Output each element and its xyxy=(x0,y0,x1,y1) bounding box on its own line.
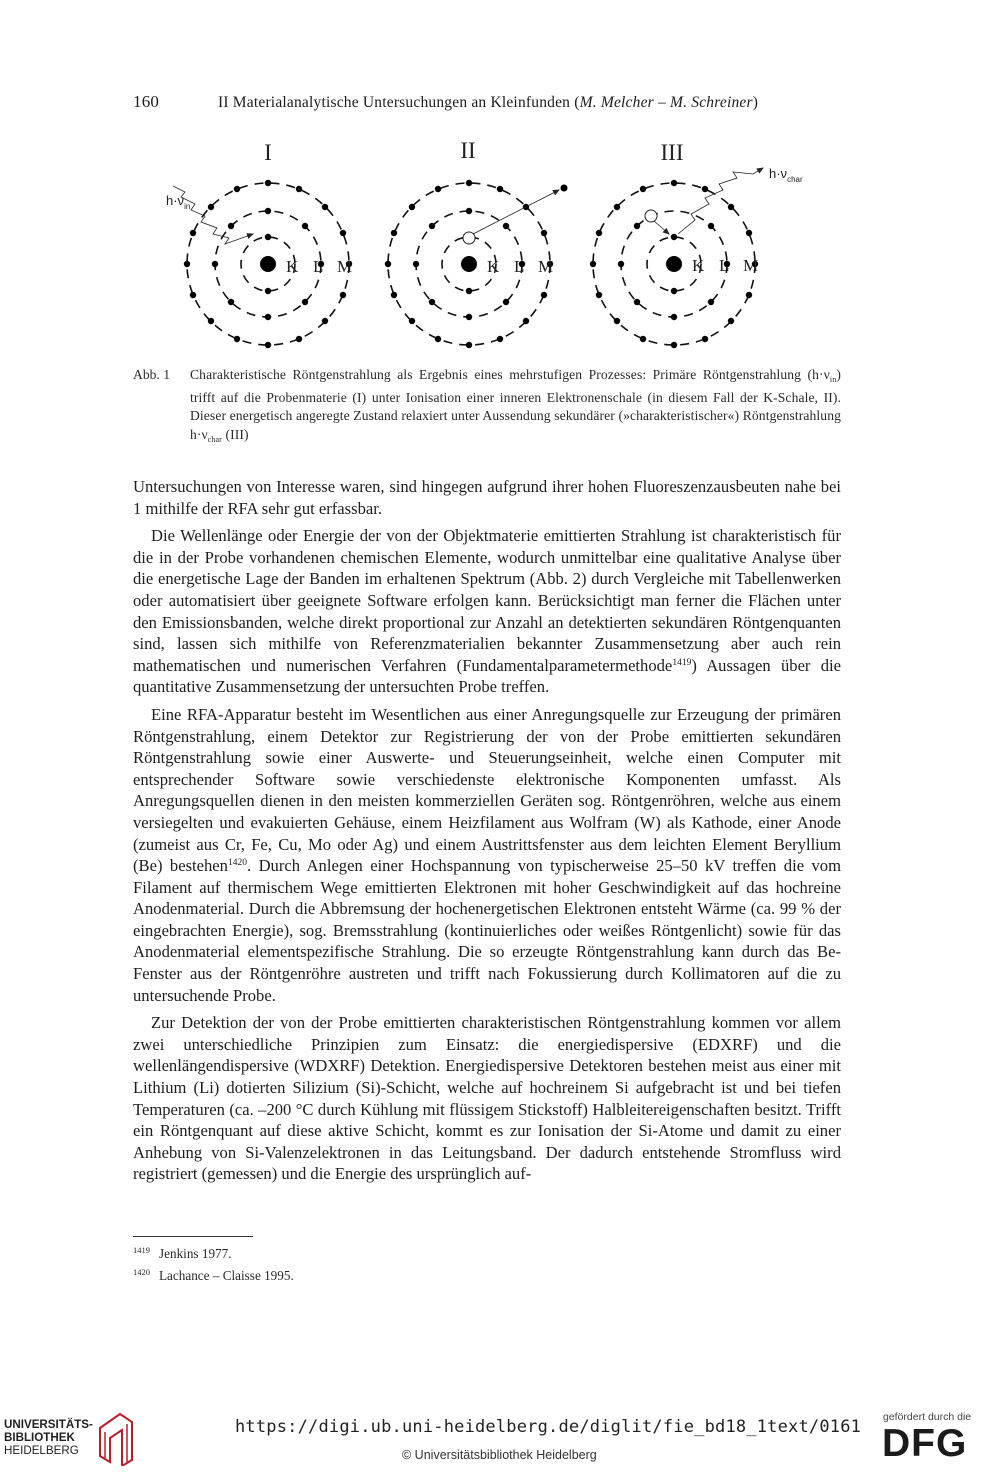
panel-label-3: III xyxy=(660,140,684,165)
atom-shell-figure xyxy=(133,130,863,360)
outgoing-photon-label: $h\cdot\nu_{char}$ xyxy=(769,166,803,184)
footnotes xyxy=(133,1241,633,1285)
panel-label-2: II xyxy=(460,138,476,163)
copyright-notice: © Universitätsbibliothek Heidelberg xyxy=(402,1448,597,1462)
shell-label-l: L xyxy=(313,257,324,276)
shell-label-l-2: L xyxy=(514,257,525,276)
atom-diagram-2 xyxy=(385,180,568,348)
body-text xyxy=(133,476,841,1191)
shell-label-k: K xyxy=(286,257,299,276)
shell-label-k-3: K xyxy=(692,256,705,275)
shell-label-m-2: M xyxy=(538,257,554,276)
footnote-divider xyxy=(133,1236,253,1237)
document-url-link[interactable]: https://digi.ub.uni-heidelberg.de/diglit/fie_bd18_1text/0161 xyxy=(235,1417,862,1437)
panel-label-1: I xyxy=(264,140,272,165)
ub-heidelberg-logo[interactable] xyxy=(4,1418,93,1457)
nucleus xyxy=(260,256,276,272)
nucleus xyxy=(666,256,682,272)
dfg-logo[interactable]: DFG xyxy=(882,1422,968,1465)
atom-diagram-3 xyxy=(590,166,803,348)
vacancy-hole xyxy=(645,210,657,222)
ub-logo-mark-icon xyxy=(96,1410,138,1466)
paragraph: Untersuchungen von Interesse waren, sind hingegen aufgrund ihrer hohen Fluoreszenzausbeuten nahe bei 1 mithilfe der RFA sehr gut erfassbar. xyxy=(133,477,841,518)
shell-label-m-3: M xyxy=(743,256,759,275)
figure-caption xyxy=(133,366,841,449)
page-number: 160 xyxy=(133,92,160,111)
nucleus xyxy=(461,256,477,272)
atom-diagram-1 xyxy=(166,180,352,348)
footnote: 1419 Jenkins 1977. xyxy=(133,1245,232,1261)
running-header xyxy=(133,92,863,112)
shell-label-k-2: K xyxy=(487,257,500,276)
caption-text: Charakteristische Röntgenstrahlung als Ergebnis eines mehrstufigen Prozesses: Primäre Röntgenstrahlung $(h\cdot\nu_{in})$ trifft auf die Probenmaterie (I) unter Ionisation einer inneren Elektronenschale (in diesem Fall der K-Schale, II). Dieser energetisch angeregte Zustand relaxiert unter Aussendung sekundärer (»charakteristischer«) Röntgenstrahlung $h\cdot\nu_{char}$ (III) xyxy=(190,367,841,444)
paragraph: Eine RFA-Apparatur besteht im Wesentlichen aus einer Anregungsquelle zur Erzeugung der primären Röntgenstrahlung, einem Detektor zur Registrierung der von der Probe emittierten sekundären Röntgenstrahlung sowie einer Auswerte- und Steuerungseinheit, welche einen Computer mit entsprechender Software sowie verschiedenste elektronische Komponenten umfasst. Als Anregungsquellen dienen in den meisten kommerziellen Geräten sog. Röntgenröhren, welche aus einem versiegelten und evakuierten Gehäuse, einem Heizfilament aus Wolfram (W) als Kathode, einer Anode (zumeist aus Cr, Fe, Cu, Mo oder Ag) und einem Austrittsfenster aus dem leichten Element Beryllium (Be) bestehen$^{1420}$. Durch Anlegen einer Hochspannung von typischerweise 25–50 kV treffen die vom Filament auf thermischem Wege emittierten Elektronen mit hoher Geschwindigkeit auf das hochreine Anodenmaterial. Durch die Abbremsung der hochenergetischen Elektronen entsteht Wärme (ca. 99 % der eingebrachten Energie), sog. Bremsstrahlung (kontinuierliches oder weißes Röntgenlicht) sowie für das Anodenmaterial elementspezifische Strahlung. Die so erzeugte Röntgenstrahlung kann durch das Be-Fenster aus der Röntgenröhre austreten und trifft nach Fokussierung durch Kollimatoren auf die zu untersuchende Probe. xyxy=(133,704,841,1005)
logo-line: HEIDELBERG xyxy=(4,1444,79,1457)
footnote-ref[interactable]: 1420 xyxy=(227,858,247,869)
funding-note: gefördert durch die xyxy=(883,1411,972,1423)
logo-line: BIBLIOTHEK xyxy=(4,1431,75,1444)
running-authors: M. Melcher – M. Schreiner xyxy=(579,94,753,111)
running-title: II Materialanalytische Untersuchungen an Kleinfunden ( xyxy=(218,94,580,111)
shell-label-l-3: L xyxy=(719,256,730,275)
incoming-photon-label: $h\cdot\nu_{in}$ xyxy=(166,193,191,211)
running-title-close: ) xyxy=(752,94,759,111)
shell-label-m: M xyxy=(337,257,353,276)
logo-line: UNIVERSITÄTS- xyxy=(4,1418,93,1431)
footnote-ref[interactable]: 1419 xyxy=(672,657,692,668)
paragraph: Zur Detektion der von der Probe emittierten charakteristischen Röntgenstrahlung kommen vor allem zwei unterschiedliche Prinzipien zum Einsatz: die energiedispersive (EDXRF) und die wellenlängendispersive (WDXRF) Detektion. Energiedispersive Detektoren bestehen meist aus einer mit Lithium (Li) dotierten Silizium (Si)-Schicht, welche auf hochreinem Si aufgebracht ist und bei tiefen Temperaturen (ca. –200 °C durch Kühlung mit flüssigem Stickstoff) Halbleitereigenschaften besitzt. Trifft ein Röntgenquant auf diese aktive Schicht, kommt es zur Ionisation der Si-Atome und damit zu einer Anhebung von Si-Valenzelektronen in das Leitungsband. Der dadurch entstehende Stromfluss wird registriert (gemessen) und die Energie des ursprünglich auf- xyxy=(133,1013,841,1184)
footnote: 1420 Lachance – Claisse 1995. xyxy=(133,1267,294,1283)
caption-label: Abb. 1 xyxy=(133,367,171,382)
paragraph: Die Wellenlänge oder Energie der von der Objektmaterie emittierten Strahlung ist charakteristisch für die in der Probe vorhandenen chemischen Elemente, wodurch unmittelbar eine qualitative Analyse über die energetische Lage der Banden im erhaltenen Spektrum (Abb. 2) durch Vergleiche mit Tabellenwerken oder automatisiert über geeignete Software erfolgen kann. Berücksichtigt man ferner die Flächen unter den Emissionsbanden, welche direkt proportional zur Anzahl an detektierten sekundären Röntgenquanten sind, lassen sich mithilfe von Referenzmaterialien bekannter Zusammensetzung aber auch rein mathematischen und numerischen Verfahren (Fundamentalparametermethode$^{1419}$) Aussagen über die quantitative Zusammensetzung der untersuchten Probe treffen. xyxy=(133,526,841,697)
